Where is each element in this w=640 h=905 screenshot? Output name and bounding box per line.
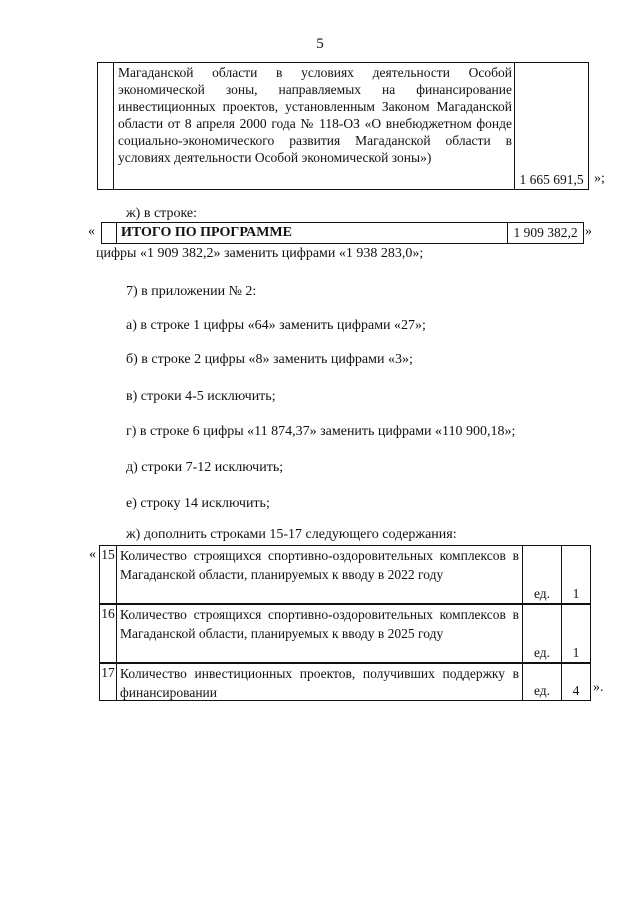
row-number: 16 bbox=[99, 604, 117, 663]
row-value: 1 bbox=[561, 545, 591, 604]
total-row bbox=[88, 222, 608, 244]
table-row bbox=[99, 545, 595, 604]
paragraph-zh: ж) в строке: bbox=[126, 206, 198, 221]
total-cell-empty bbox=[101, 222, 117, 244]
row-text: Количество инвестиционных проектов, получивших поддержку в финансировании bbox=[116, 663, 523, 701]
paragraph-e: е) строку 14 исключить; bbox=[126, 496, 270, 511]
row-unit: ед. bbox=[522, 663, 562, 701]
table-row bbox=[99, 663, 595, 701]
opening-quote: « bbox=[88, 224, 95, 239]
total-value: 1 909 382,2 bbox=[507, 222, 584, 244]
total-label: ИТОГО ПО ПРОГРАММЕ bbox=[116, 222, 508, 244]
row-number: 17 bbox=[99, 663, 117, 701]
opening-quote: « bbox=[89, 547, 96, 562]
paragraph-a: а) в строке 1 цифры «64» заменить цифрами «27»; bbox=[126, 318, 426, 333]
amounts-table-fragment bbox=[97, 62, 594, 190]
paragraph-b: б) в строке 2 цифры «8» заменить цифрами «3»; bbox=[126, 352, 413, 367]
indicators-table bbox=[99, 545, 595, 701]
row-value: 1 bbox=[561, 604, 591, 663]
paragraph-v: в) строки 4-5 исключить; bbox=[126, 389, 276, 404]
row-unit: ед. bbox=[522, 604, 562, 663]
row-number: 15 bbox=[99, 545, 117, 604]
row-value: 4 bbox=[561, 663, 591, 701]
row-unit: ед. bbox=[522, 545, 562, 604]
closing-quote: »; bbox=[594, 171, 605, 186]
paragraph-7: 7) в приложении № 2: bbox=[126, 284, 257, 299]
table-cell-amount: 1 665 691,5 bbox=[514, 62, 589, 190]
table-cell-description: Магаданской области в условиях деятельности Особой экономической зоны, направляемых на финансирование инвестиционных проектов, установленным Законом Магаданской области от 8 апреля 2000 года № 118-ОЗ «О внебюджетном фонде социально-экономического развития Магаданской области в условиях деятельности Особой экономической зоны») bbox=[113, 62, 515, 190]
table-cell-empty bbox=[97, 62, 114, 190]
paragraph-digits: цифры «1 909 382,2» заменить цифрами «1 938 283,0»; bbox=[96, 246, 424, 261]
paragraph-d: д) строки 7-12 исключить; bbox=[126, 460, 284, 475]
paragraph-zh2: ж) дополнить строками 15-17 следующего содержания: bbox=[126, 527, 457, 542]
row-text: Количество строящихся спортивно-оздоровительных комплексов в Магаданской области, планируемых к вводу в 2022 году bbox=[116, 545, 523, 604]
row-text: Количество строящихся спортивно-оздоровительных комплексов в Магаданской области, планируемых к вводу в 2025 году bbox=[116, 604, 523, 663]
table-row bbox=[99, 604, 595, 663]
paragraph-g: г) в строке 6 цифры «11 874,37» заменить цифрами «110 900,18»; bbox=[126, 424, 516, 439]
closing-quote: ». bbox=[593, 680, 604, 695]
page-number: 5 bbox=[316, 36, 324, 52]
closing-quote: » bbox=[585, 224, 592, 239]
